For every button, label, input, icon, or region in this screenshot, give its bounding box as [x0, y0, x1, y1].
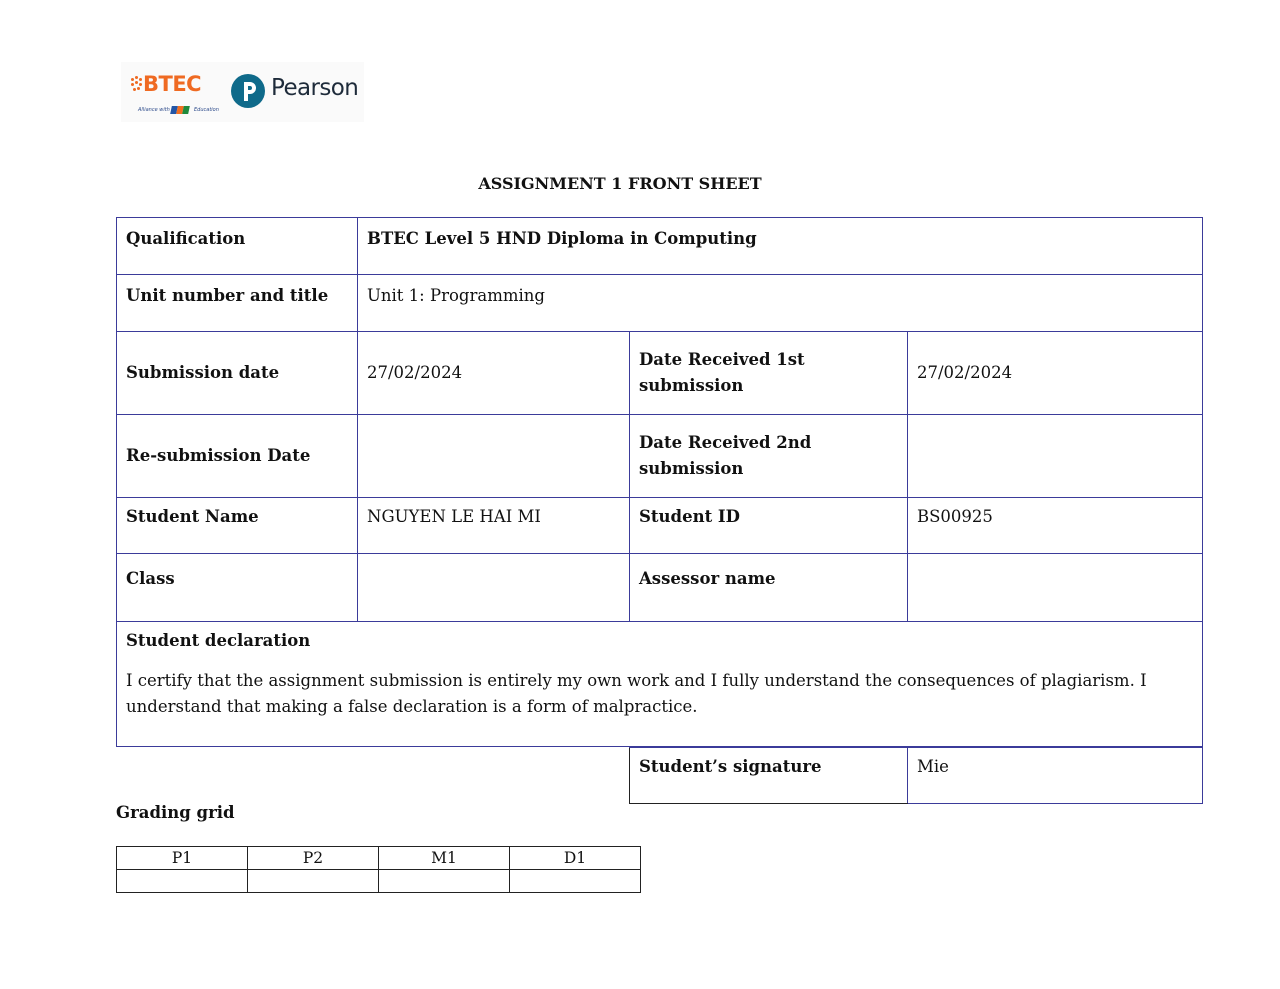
pearson-wordmark: Pearson: [271, 75, 359, 101]
grading-grid-title: Grading grid: [116, 803, 235, 822]
front-sheet-table: [116, 217, 1203, 747]
btec-dots-icon: [131, 76, 143, 92]
logo-block: [121, 62, 364, 122]
unit-label: Unit number and title: [117, 275, 358, 332]
pearson-p-icon: [231, 74, 265, 108]
submission-date-label: Submission date: [117, 332, 358, 415]
assessor-label: Assessor name: [630, 554, 908, 622]
qualification-label: Qualification: [117, 218, 358, 275]
resubmission-date-label: Re-submission Date: [117, 415, 358, 498]
grade-header-p2: P2: [248, 847, 379, 870]
declaration-cell: [117, 622, 1203, 747]
btec-wordmark: BTEC: [143, 72, 202, 96]
class-value: [358, 554, 630, 622]
grading-value-row: [117, 870, 641, 893]
signature-row: [630, 748, 1203, 804]
student-id-value: BS00925: [908, 498, 1203, 554]
submission-date-value: 27/02/2024: [358, 332, 630, 415]
btec-tagline-start: Alliance with: [138, 107, 170, 113]
signature-label: Student’s signature: [630, 748, 908, 804]
grade-header-p1: P1: [117, 847, 248, 870]
pearson-logo: [231, 72, 361, 112]
page-title: ASSIGNMENT 1 FRONT SHEET: [478, 174, 762, 193]
student-name-label: Student Name: [117, 498, 358, 554]
qualification-value: BTEC Level 5 HND Diploma in Computing: [358, 218, 1203, 275]
resubmission-date-value: [358, 415, 630, 498]
signature-value: Mie: [908, 748, 1203, 804]
unit-row: [117, 275, 1203, 332]
date-received-1st-label: Date Received 1st submission: [630, 332, 908, 415]
qualification-row: [117, 218, 1203, 275]
declaration-title: Student declaration: [126, 631, 311, 650]
student-id-label: Student ID: [630, 498, 908, 554]
grade-value-m1: [379, 870, 510, 893]
grading-grid-table: [116, 846, 641, 893]
grade-header-d1: D1: [510, 847, 641, 870]
grading-header-row: [117, 847, 641, 870]
grade-value-d1: [510, 870, 641, 893]
btec-tagline-end: Education: [194, 107, 219, 113]
signature-table: [629, 747, 1203, 804]
date-received-2nd-label: Date Received 2nd submission: [630, 415, 908, 498]
student-row: [117, 498, 1203, 554]
declaration-row: [117, 622, 1203, 747]
resubmission-row: [117, 415, 1203, 498]
btec-tagline: [132, 105, 219, 117]
date-received-2nd-value: [908, 415, 1203, 498]
fpt-logo-icon: [169, 105, 191, 115]
grade-value-p1: [117, 870, 248, 893]
student-name-value: NGUYEN LE HAI MI: [358, 498, 630, 554]
submission-row: [117, 332, 1203, 415]
btec-logo: [129, 70, 219, 114]
grade-value-p2: [248, 870, 379, 893]
class-label: Class: [117, 554, 358, 622]
assessor-value: [908, 554, 1203, 622]
unit-value: Unit 1: Programming: [358, 275, 1203, 332]
date-received-1st-value: 27/02/2024: [908, 332, 1203, 415]
grade-header-m1: M1: [379, 847, 510, 870]
class-row: [117, 554, 1203, 622]
declaration-text: I certify that the assignment submission is entirely my own work and I fully understand the consequences of plagiarism. I understand that making a false declaration is a form of malpractice.: [126, 671, 1147, 716]
